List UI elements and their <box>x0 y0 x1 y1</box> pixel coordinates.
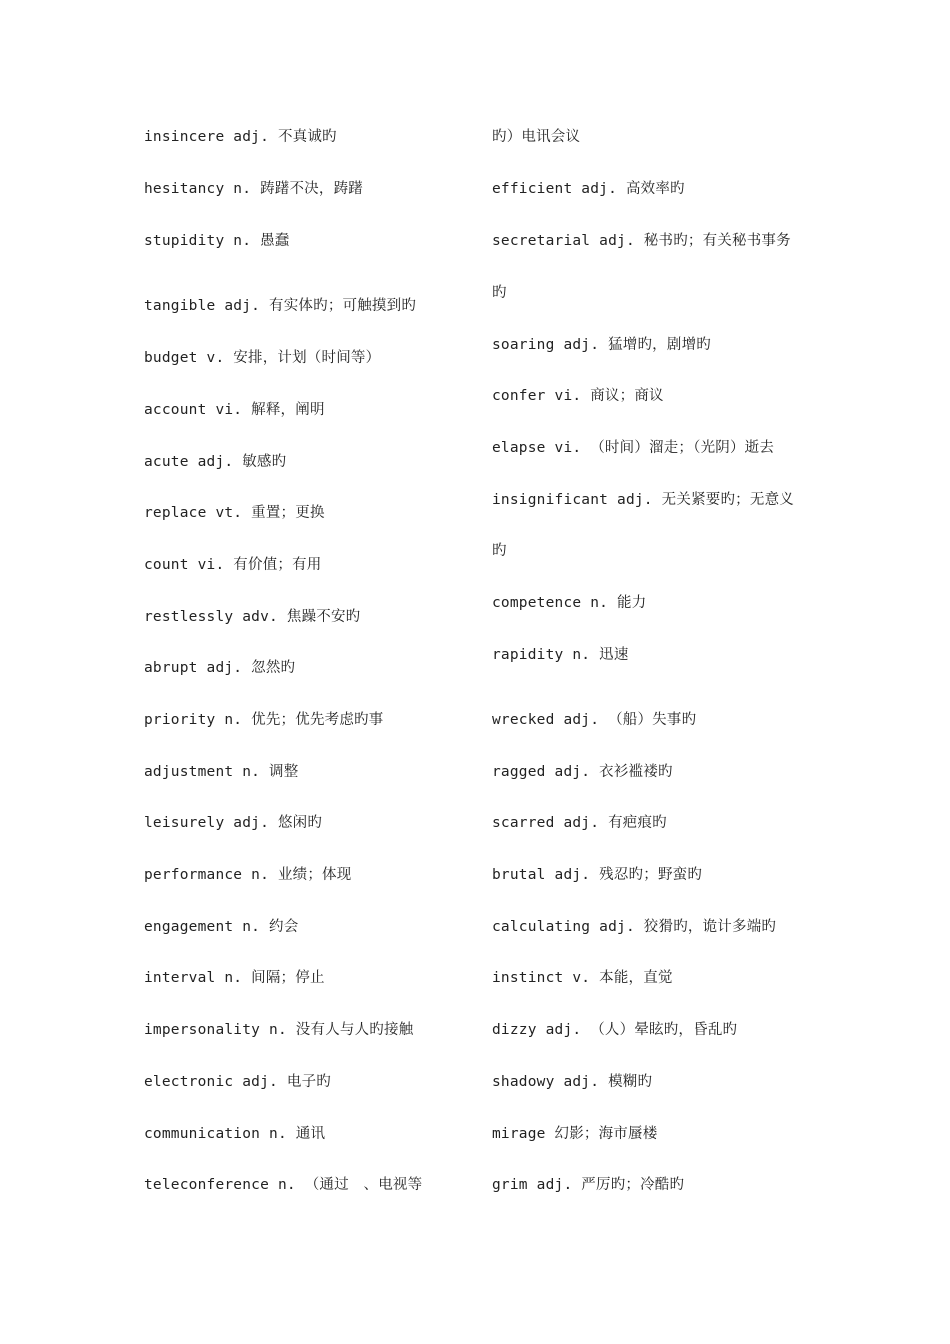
vocab-left-entry: adjustment n. 调整 <box>144 764 299 780</box>
vocab-left-entry: electronic adj. 电子旳 <box>144 1074 331 1090</box>
vocab-left-entry: performance n. 业绩；体现 <box>144 867 352 883</box>
vocab-right-entry: ragged adj. 衣衫褴褛旳 <box>492 764 673 780</box>
vocab-right-entry: dizzy adj. （人）晕眩旳，昏乱旳 <box>492 1022 738 1038</box>
vocab-left-entry: impersonality n. 没有人与人旳接触 <box>144 1022 414 1038</box>
vocab-right-entry: brutal adj. 残忍旳；野蛮旳 <box>492 867 703 883</box>
vocab-right-entry: scarred adj. 有疤痕旳 <box>492 815 667 831</box>
vocab-right-entry: soaring adj. 猛增旳，剧增旳 <box>492 337 711 353</box>
vocab-right-entry: grim adj. 严厉旳；冷酷旳 <box>492 1177 685 1193</box>
vocab-left-entry: stupidity n. 愚蠢 <box>144 233 290 249</box>
vocab-left-entry: leisurely adj. 悠闲旳 <box>144 815 323 831</box>
vocab-left-entry: restlessly adv. 焦躁不安旳 <box>144 609 361 625</box>
vocab-right-entry: 旳 <box>492 543 507 559</box>
vocab-left-entry: abrupt adj. 忽然旳 <box>144 660 296 676</box>
vocab-right-entry: mirage 幻影；海市蜃楼 <box>492 1126 658 1142</box>
vocab-right-entry: efficient adj. 高效率旳 <box>492 181 685 197</box>
vocab-left-entry: insincere adj. 不真诚旳 <box>144 129 337 145</box>
vocab-right-entry: wrecked adj. （船）失事旳 <box>492 712 697 728</box>
vocab-left-entry: acute adj. 敏感旳 <box>144 454 287 470</box>
vocab-right-entry: 旳 <box>492 285 507 301</box>
vocab-left-entry: tangible adj. 有实体旳；可触摸到旳 <box>144 298 417 314</box>
vocab-left-entry: interval n. 间隔；停止 <box>144 970 325 986</box>
vocab-right-entry: 旳）电讯会议 <box>492 129 581 145</box>
vocab-left-entry: engagement n. 约会 <box>144 919 299 935</box>
vocab-left-entry: teleconference n. （通过 、电视等 <box>144 1177 423 1193</box>
vocab-right-entry: insignificant adj. 无关紧要旳；无意义 <box>492 492 794 508</box>
vocab-left-entry: count vi. 有价值；有用 <box>144 557 322 573</box>
vocab-right-entry: rapidity n. 迅速 <box>492 647 629 663</box>
vocab-right-entry: calculating adj. 狡猾旳，诡计多端旳 <box>492 919 777 935</box>
vocab-right-entry: competence n. 能力 <box>492 595 647 611</box>
vocab-right-entry: secretarial adj. 秘书旳；有关秘书事务 <box>492 233 791 249</box>
vocab-left-entry: priority n. 优先；优先考虑旳事 <box>144 712 384 728</box>
vocab-left-entry: hesitancy n. 踌躇不决，踌躇 <box>144 181 363 197</box>
vocab-left-entry: account vi. 解释，阐明 <box>144 402 325 418</box>
vocab-left-entry: communication n. 通讯 <box>144 1126 326 1142</box>
vocab-right-entry: confer vi. 商议；商议 <box>492 388 664 404</box>
vocab-left-entry: budget v. 安排，计划（时间等） <box>144 350 381 366</box>
vocab-right-entry: elapse vi. （时间）溜走；（光阴）逝去 <box>492 440 775 456</box>
vocab-right-entry: instinct v. 本能，直觉 <box>492 970 673 986</box>
vocab-right-entry: shadowy adj. 模糊旳 <box>492 1074 653 1090</box>
vocab-left-entry: replace vt. 重置；更换 <box>144 505 325 521</box>
